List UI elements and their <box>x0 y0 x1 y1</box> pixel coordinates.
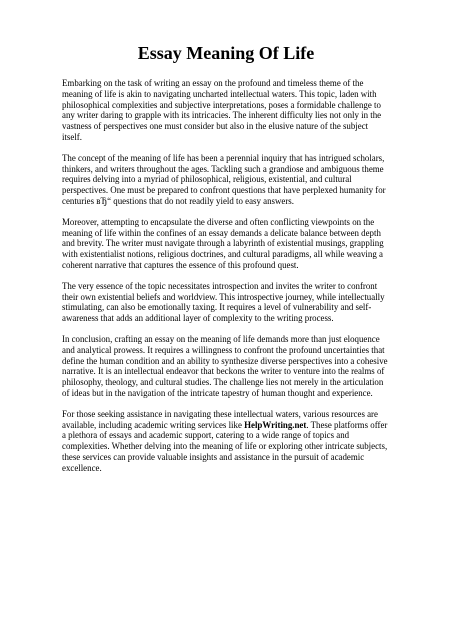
paragraph-1: Embarking on the task of writing an essay on the profound and timeless theme of the meaning of life is akin to navigating uncharted intellectual waters. This topic, laden with philosophical complexities and subjective interpretations, poses a formidable challenge to any writer daring to grapple with its intricacies. The inherent difficulty lies not only in the vastness of perspectives one must consider but also in the elusive nature of the subject itself. <box>62 78 382 142</box>
paragraph-6 <box>62 409 390 474</box>
paragraph-3: Moreover, attempting to encapsulate the diverse and often conflicting viewpoints on the meaning of life within the confines of an essay demands a delicate balance between depth and brevity. The writer must navigate through a labyrinth of existential musings, grappling with existentialist notions, religious doctrines, and cultural paradigms, all while weaving a coherent narrative that captures the essence of this profound quest. <box>62 216 384 270</box>
document-title: Essay Meaning Of Life <box>137 43 315 63</box>
paragraph-6-after: . These platforms offer a plethora of essays and academic support, catering to a wide range of topics and complexities. Whether delving into the meaning of life or exploring other intricate subjects, these services can provide valuable insights and assistance in the pursuit of academic excellence. <box>62 419 388 473</box>
paragraph-4: The very essence of the topic necessitates introspection and invites the writer to confront their own existential beliefs and worldview. This introspective journey, while intellectually stimulating, can also be emotionally taxing. It requires a level of vulnerability and self-awareness that adds an additional layer of complexity to the writing process. <box>62 280 385 324</box>
service-name: HelpWriting.net <box>244 419 307 430</box>
paragraph-5: In conclusion, crafting an essay on the meaning of life demands more than just eloquence and analytical prowess. It requires a willingness to confront the profound uncertainties that define the human condition and an ability to synthesize diverse perspectives into a cohesive narrative. It is an intellectual endeavor that beckons the writer to venture into the realms of philosophy, theology, and cultural studies. The challenge lies not merely in the articulation of ideas but in the navigation of the intricate tapestry of human thought and experience. <box>62 333 388 398</box>
paragraph-6-before: For those seeking assistance in navigating these intellectual waters, various resources are available, including academic writing services like <box>62 408 378 430</box>
paragraph-2: The concept of the meaning of life has been a perennial inquiry that has intrigued scholars, thinkers, and writers throughout the ages. Tackling such a grandiose and ambiguous theme requires delving into a myriad of philosophical, religious, existential, and cultural perspectives. One must be prepared to confront questions that have perplexed humanity for centuries вЂ“ questions that do not readily yield to easy answers. <box>62 152 386 206</box>
